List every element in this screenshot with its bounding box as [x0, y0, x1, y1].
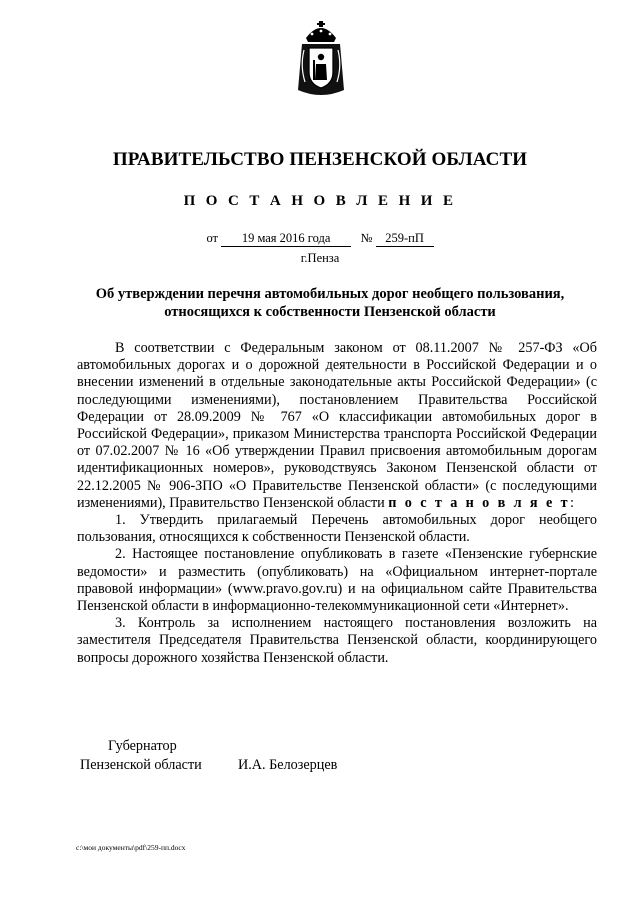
decides-word: п о с т а н о в л я е т	[388, 494, 570, 511]
signatory-post-line-1: Губернатор	[108, 738, 177, 754]
item-3-paragraph: 3. Контроль за исполнением настоящего постановления возложить на заместителя Председателя Правительства Пензенской области, координирующего вопросы дорожного хозяйства Пензенской области.	[77, 615, 597, 666]
decides-suffix: :	[569, 494, 574, 511]
decree-number: 259-пП	[376, 231, 434, 247]
number-prefix: №	[360, 231, 373, 245]
footer-file-path: c:\мои документы\pdf\259-пп.docx	[76, 843, 186, 852]
penza-region-coat-of-arms-icon	[296, 20, 346, 96]
decree-subject	[60, 286, 600, 321]
city-name: г.Пенза	[300, 251, 340, 265]
document-type-title: П О С Т А Н О В Л Е Н И Е	[183, 193, 457, 209]
subject-line-2: относящихся к собственности Пензенской области	[164, 303, 496, 320]
decree-body	[77, 340, 597, 667]
signatory-name: И.А. Белозерцев	[238, 757, 338, 773]
preamble-text: В соответствии с Федеральным законом от 08.11.2007 № 257-ФЗ «Об автомобильных дорогах и о дорожной деятельности в Российской Федерации и о внесении изменений в отдельные законодательные акты Российской Федерации» (с последующими изменениями), постановлением Правительства Российской Федерации от 28.09.2009 № 767 «О классификации автомобильных дорог в Российской Федерации», приказом Министерства транспорта Российской Федерации от 07.02.2007 № 16 «Об утверждении Правил присвоения автомобильным дорогам идентификационных номеров», руководствуясь Законом Пензенской области от 22.12.2005 № 906-ЗПО «О Правительстве Пензенской области» (с последующими изменениями), Правительство Пензенской области	[77, 340, 597, 511]
item-2-paragraph: 2. Настоящее постановление опубликовать в газете «Пензенские губернские ведомости» и разместить (опубликовать) на «Официальном интернет-портале правовой информации» (www.pravo.gov.ru) и на официальном сайте Правительства Пензенской области в информационно-телекоммуникационной сети «Интернет».	[77, 546, 597, 615]
signatory-post-line-2: Пензенской области	[80, 757, 202, 773]
government-title: ПРАВИТЕЛЬСТВО ПЕНЗЕНСКОЙ ОБЛАСТИ	[112, 149, 528, 170]
date-number-line	[0, 231, 640, 247]
preamble-paragraph	[77, 340, 597, 512]
date-prefix: от	[206, 231, 218, 245]
decree-date: 19 мая 2016 года	[221, 231, 351, 247]
item-1-paragraph: 1. Утвердить прилагаемый Перечень автомобильных дорог необщего пользования, относящихся к собственности Пензенской области.	[77, 512, 597, 546]
subject-line-1: Об утверждении перечня автомобильных дорог необщего пользования,	[95, 286, 565, 302]
